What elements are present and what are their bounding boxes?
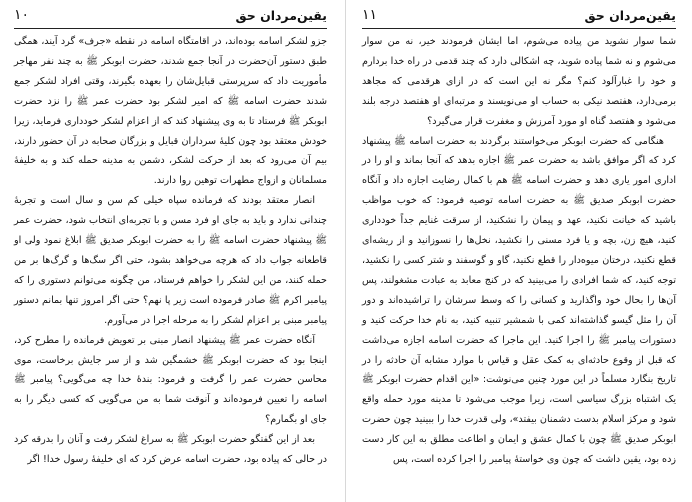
paragraph: آنگاه حضرت عمر ﷺ پیشنهاد انصار مبنی بر تعویض فرمانده را مطرح کرد، اینجا بود که حضرت ابوبکر ﷺ خشمگین شد و از سر جایش برخاست، موی محاسن حضرت عمر را گرفت و فرمود: بندهٔ خدا چه می‌گویی؟ پیامبر ﷺ اسامه را تعیین فرموده‌اند و آنوقت شما به من می‌گویی که کسی دیگر را به جای او بگمارم؟	[14, 334, 327, 426]
paragraph: انصار معتقد بودند که فرمانده سپاه خیلی کم سن و سال است و تجربهٔ چندانی ندارد و باید به جای او فرد مسن و با تجربه‌ای انتخاب شود، حضرت عمر ﷺ پیشنهاد حضرت اسامه ﷺ را به حضرت ابوبکر صدیق ﷺ ابلاغ نمود ولی او قاطعانه جواب داد که هرچه می‌خواهد بشود، حتی اگر سگ‌ها و گرگ‌ها بر من حمله کنند، من این لشکر را خواهم فرستاد، من چگونه می‌توانم دستوری را که پیامبر اکرم ﷺ صادر فرموده است زیر پا نهم؟ حتی اگر امروز تنها بمانم دستور پیامبر مبنی بر اعزام لشکر را به مرحله اجرا در می‌آورم.	[14, 195, 327, 326]
page-number: ۱۰	[14, 7, 30, 23]
paragraph: شما سوار نشوید من پیاده می‌شوم، اما ایشان فرمودند خیر، نه من سوار می‌شوم و نه شما پیاده شوید، چه اشکالی دارد که چند قدمی در راه خدا بردارم و خود را غبارآلود کنم؟ مگر نه این است که در ازای هرقدمی که مجاهد برمی‌دارد، هفتصد نیکی به حساب او می‌نویسند و مرتبه‌ای او هفتصد درجه بلند می‌شود و هفتصد گناه او مورد آمرزش و مغفرت قرار می‌گیرد؟	[362, 36, 676, 127]
paragraph: جزو لشکر اسامه بوده‌اند، در اقامتگاه اسامه در نقطه «جرف» گرد آیند، همگی طبق دستور آن‌حضرت در آنجا جمع شدند، حضرت ابوبکر ﷺ به چند نفر مهاجر مأموریت داد که سرپرستی قبایل‌شان را بعهده بگیرند، وقتی افراد لشکر جمع شدند حضرت اسامه ﷺ که امیر لشکر بود حضرت عمر ﷺ را نزد حضرت ابوبکر ﷺ فرستاد تا به وی پیشنهاد کند که از اعزام لشکر خودداری فرماید، زیرا خودش معتقد بود چون کلیهٔ سرداران قبایل و بزرگان صحابه در آن حضور دارند، بیم آن می‌رود که بعد از حرکت لشکر، دشمن به مدینه حمله کند و به خلیفهٔ مسلمانان و ازواج مطهرات توهین روا دارند.	[14, 36, 327, 187]
running-title: یقین‌مردان حق	[584, 7, 676, 23]
page-number: ۱۱	[362, 7, 378, 23]
paragraph: بعد از این گفتگو حضرت ابوبکر ﷺ به سراغ لشکر رفت و آنان را بدرقه کرد در حالی که پیاده بود، حضرت اسامه عرض کرد که ای خلیفهٔ رسول خدا! اگر	[14, 434, 327, 466]
right-page	[346, 0, 692, 502]
left-page-body	[14, 32, 327, 470]
paragraph: هنگامی که حضرت ابوبکر می‌خواستند برگردند به حضرت اسامه ﷺ پیشنهاد کرد که اگر موافق باشد به حضرت عمر ﷺ اجازه بدهد که آنجا بماند و او را در اداری امور یاری دهد و حضرت اسامه ﷺ هم با کمال رضایت اجازه داد و آنگاه حضرت ابوبکر صدیق ﷺ به حضرت اسامه توصیه فرمود: که خوب مواظب باشید که خیانت نکنید، عهد و پیمان را نشکنید، از سرقت غنایم جداً خودداری کنید، هیچ زن، بچه و یا فرد مسنی را نکشید، نخل‌ها را نسوزانید و از ریشه‌ای قطع نکنید، درختان میوه‌دار را قطع نکنید، گاو و گوسفند و شتر کسی را نکشید، توجه کنید، که شما افرادی را می‌بینید که در کنج معابد به عبادت مشغولند، پس آن‌ها را بحال خود واگذارید و کسانی را که وسط سرشان را تراشیده‌اند و دور آن را مثل گیسو گذاشته‌اند کمی با شمشیر تنبیه کنید، به نام خدا حرکت کنید و دستورات پیامبر ﷺ را اجرا کنید. این ماجرا که حضرت اسامه اجازه می‌داشت که قبل از وقوع حادثه‌ای به کمک عقل و قیاس با موارد مشابه آن حادثه را در تاریخ بنگارد مسلماً در این مورد چنین می‌نوشت: «این اقدام حضرت ابوبکر ﷺ یک اشتباه بزرگ سیاسی است، زیرا موجب می‌شود تا مدینه مورد حمله واقع شود و مرکز اسلام بدست دشمنان بیفتد»، ولی قدرت خدا را ببینید چون حضرت ابوبکر صدیق ﷺ چون با کمال عشق و ایمان و اطاعت مطلق به این کار دست زده بود، یقین داشت که چون وی خواستهٔ پیامبر را اجرا کرده است، پس	[362, 135, 676, 466]
right-page-body	[362, 32, 676, 470]
right-page-header	[362, 2, 676, 29]
running-title: یقین‌مردان حق	[235, 7, 327, 23]
left-page-header	[14, 2, 327, 29]
